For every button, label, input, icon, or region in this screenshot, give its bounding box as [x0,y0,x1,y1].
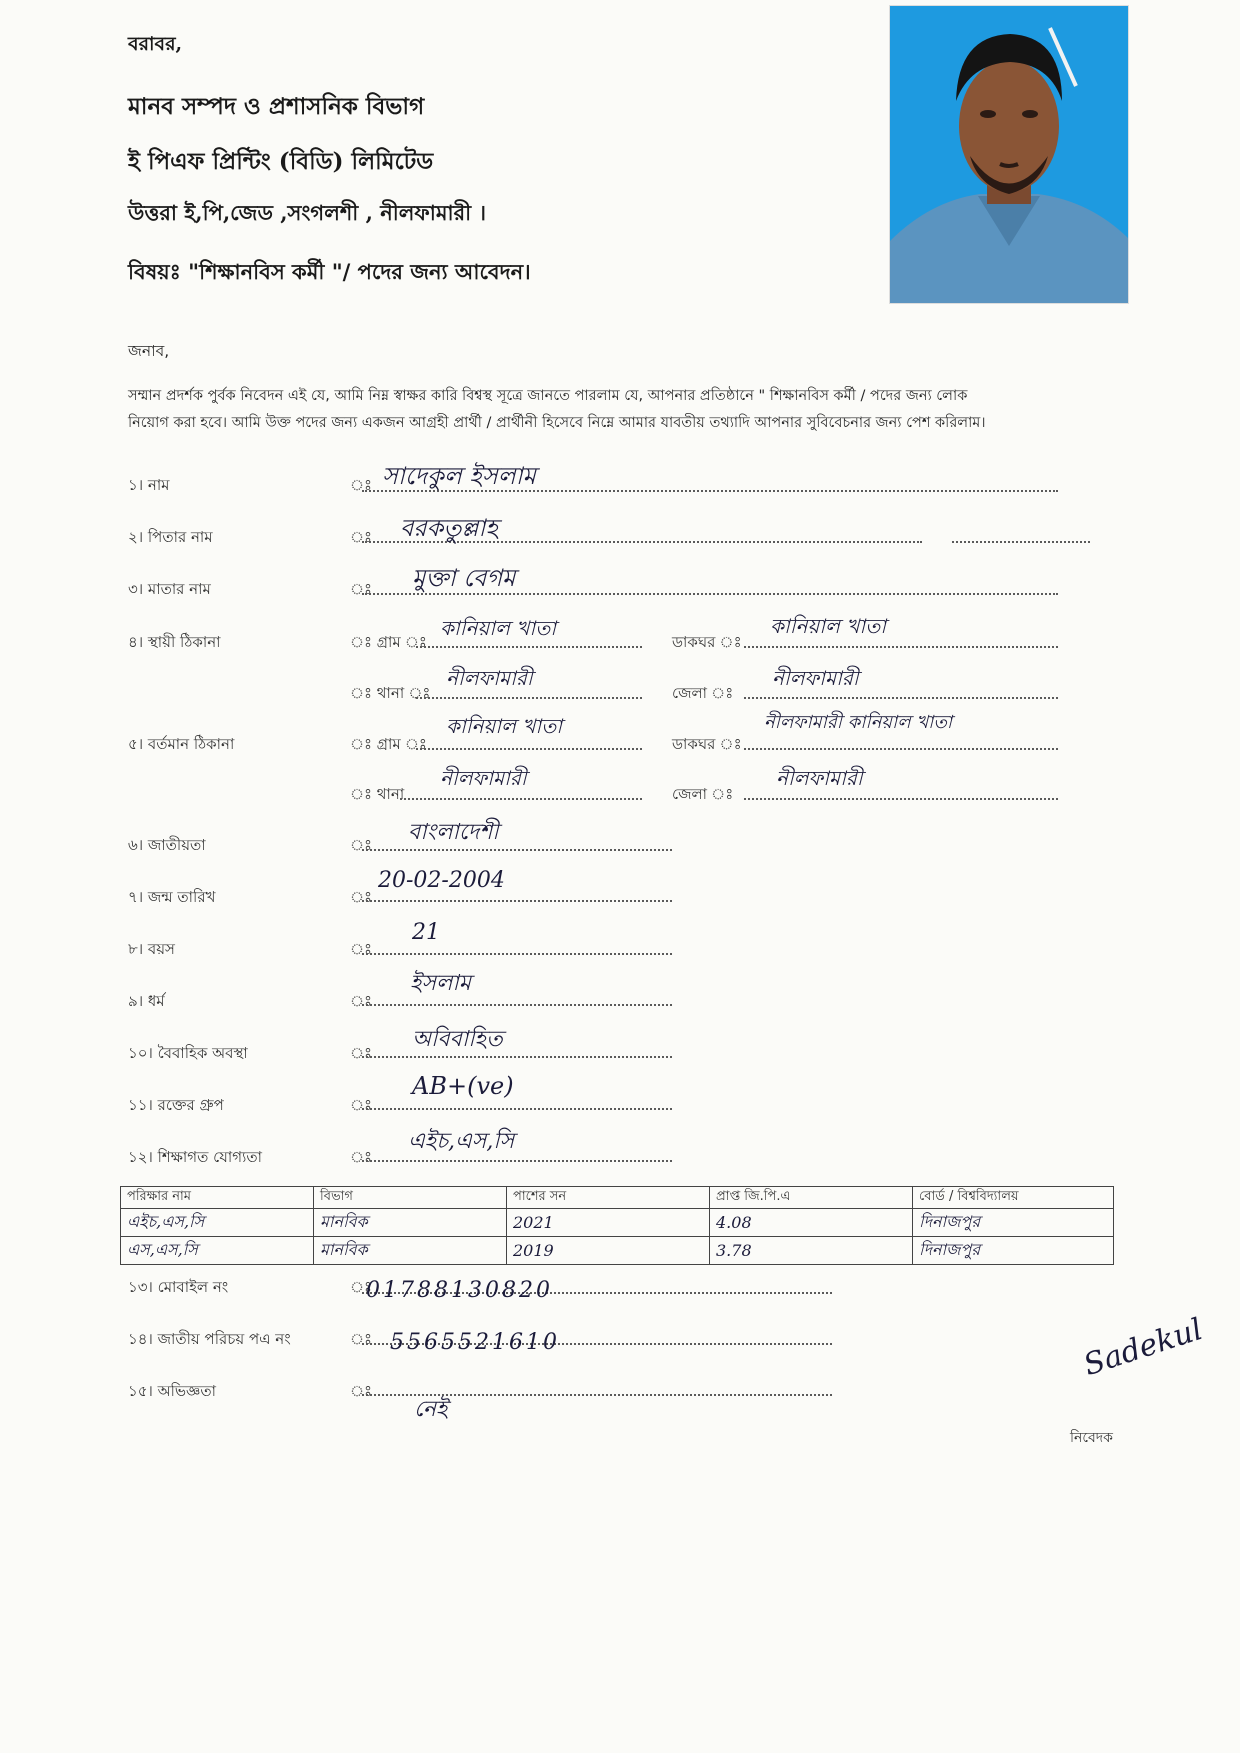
religion-value: ইসলাম [410,971,471,996]
header-gpa: প্রাপ্ত জি.পি.এ [710,1187,913,1209]
cell-gpa: 4.08 [710,1209,913,1237]
table-row [121,1209,1114,1237]
cell-group: মানবিক [314,1209,507,1237]
present-village-value: কানিয়াল খাতা [446,714,563,738]
present-thana-value: নীলফামারী [440,766,527,790]
nationality-value: বাংলাদেশী [408,820,499,845]
company-address: উত্তরা ই,পি,জেড ,সংগলশী , নীলফামারী । [128,200,486,225]
age-label: ৮। বয়স [128,940,175,958]
present-district-label: জেলা ঃ [672,785,734,803]
education-colon: ঃ [350,1148,373,1166]
applicant-label: নিবেদক [1070,1430,1113,1446]
mobile-colon: ঃ [350,1278,373,1296]
permanent-district-value: নীলফামারী [772,666,859,690]
name-value: সাদেকুল ইসলাম [382,462,536,490]
marital-line [362,1056,672,1058]
present-post-label: ডাকঘর ঃ [672,735,742,753]
present-district-line [744,798,1058,800]
department-name: মানব সম্পদ ও প্রশাসনিক বিভাগ [128,93,425,120]
present-village-line [416,748,642,750]
signature: Sadekul [1079,1311,1207,1384]
cell-gpa: 3.78 [710,1237,913,1265]
education-value: এইচ,এস,সি [408,1129,515,1154]
salutation: জনাব, [128,342,170,360]
dob-colon: ঃ [350,888,373,906]
nid-label: ১৪। জাতীয় পরিচয় পএ নং [128,1330,291,1348]
dob-value: 20-02-2004 [378,868,505,893]
cell-board: দিনাজপুর [913,1237,1114,1265]
mobile-value: 01788130820 [366,1278,553,1303]
permanent-village-label: ঃ গ্রাম ঃ [350,633,427,651]
religion-line [362,1004,672,1006]
permanent-district-line [744,697,1058,699]
permanent-address-label: ৪। স্থায়ী ঠিকানা [128,633,221,651]
present-address-label: ৫। বর্তমান ঠিকানা [128,735,235,753]
intro-line-1: সম্মান প্রদর্শক পুর্বক নিবেদন এই যে, আমি নিম্ন স্বাক্ষর কারি বিশ্বস্থ সূত্রে জানতে পারলাম যে, আপনার প্রতিষ্ঠানে " শিক্ষানবিস কর্মী / পদের জন্য লোক [128,388,968,404]
present-village-label: ঃ গ্রাম ঃ [350,735,427,753]
education-label: ১২। শিক্ষাগত যোগ্যতা [128,1148,263,1166]
person-portrait-icon [890,6,1128,303]
nid-colon: ঃ [350,1330,373,1348]
nationality-colon: ঃ [350,836,373,854]
dob-label: ৭। জন্ম তারিখ [128,888,216,906]
cell-year: 2021 [507,1209,710,1237]
father-colon: ঃ [350,528,373,546]
permanent-post-label: ডাকঘর ঃ [672,633,742,651]
education-table [120,1186,1114,1265]
religion-colon: ঃ [350,992,373,1010]
father-line-extra [952,541,1090,543]
mother-value: মুক্তা বেগম [412,564,516,592]
experience-colon: ঃ [350,1382,373,1400]
experience-value: নেই [414,1397,448,1422]
header-exam: পরিক্ষার নাম [121,1187,314,1209]
name-colon: ঃ [350,476,373,494]
permanent-village-value: কানিয়াল খাতা [440,616,557,640]
mother-colon: ঃ [350,580,373,598]
nationality-label: ৬। জাতীয়তা [128,836,206,854]
present-post-value: নীলফামারী কানিয়াল খাতা [764,712,953,733]
father-label: ২। পিতার নাম [128,528,213,546]
header-group: বিভাগ [314,1187,507,1209]
cell-year: 2019 [507,1237,710,1265]
marital-value: অবিবাহিত [412,1027,503,1052]
company-name: ই পিএফ প্রিন্টিং (বিডি) লিমিটেড [128,148,434,175]
marital-colon: ঃ [350,1044,373,1062]
permanent-post-line [744,646,1058,648]
table-row [121,1237,1114,1265]
subject-line: বিষয়ঃ "শিক্ষানবিস কর্মী "/ পদের জন্য আবেদন। [128,259,531,284]
age-line [362,953,672,955]
blood-colon: ঃ [350,1096,373,1114]
religion-label: ৯। ধর্ম [128,992,165,1010]
permanent-thana-label: ঃ থানা ঃ [350,684,431,702]
dob-line [362,900,672,902]
permanent-thana-value: নীলফামারী [446,666,533,690]
intro-line-2: নিয়োগ করা হবে। আমি উক্ত পদের জন্য একজন আগ্রহী প্রার্থী / প্রার্থীনী হিসেবে নিম্নে আমার যাবতীয় তথ্যাদি আপনার সুবিবেচনার জন্য পেশ করিলাম। [128,415,986,431]
permanent-district-label: জেলা ঃ [672,684,734,702]
age-value: 21 [412,920,440,945]
present-thana-line [400,798,642,800]
marital-label: ১০। বৈবাহিক অবস্থা [128,1044,248,1062]
applicant-photo [889,5,1129,304]
blood-group-line [362,1108,672,1110]
header-year: পাশের সন [507,1187,710,1209]
mobile-label: ১৩। মোবাইল নং [128,1278,229,1296]
cell-exam: এস,এস,সি [121,1237,314,1265]
present-district-value: নীলফামারী [776,766,863,790]
cell-group: মানবিক [314,1237,507,1265]
mother-label: ৩। মাতার নাম [128,580,211,598]
nid-value: 5565521610 [390,1330,560,1355]
permanent-thana-line [416,697,642,699]
blood-group-value: AB+(ve) [412,1072,514,1100]
present-thana-label: ঃ থানা [350,785,405,803]
age-colon: ঃ [350,940,373,958]
father-value: বরকতুল্লাহ [400,514,498,542]
header-board: বোর্ড / বিশ্ববিদ্যালয় [913,1187,1114,1209]
experience-label: ১৫। অভিজ্ঞতা [128,1382,217,1400]
cell-board: দিনাজপুর [913,1209,1114,1237]
present-post-line [744,748,1058,750]
education-table-header [121,1187,1114,1209]
salutation-to: বরাবর, [128,33,183,55]
blood-group-label: ১১। রক্তের গ্রুপ [128,1096,224,1114]
cell-exam: এইচ,এস,সি [121,1209,314,1237]
permanent-post-value: কানিয়াল খাতা [770,614,887,638]
name-label: ১। নাম [128,476,170,494]
